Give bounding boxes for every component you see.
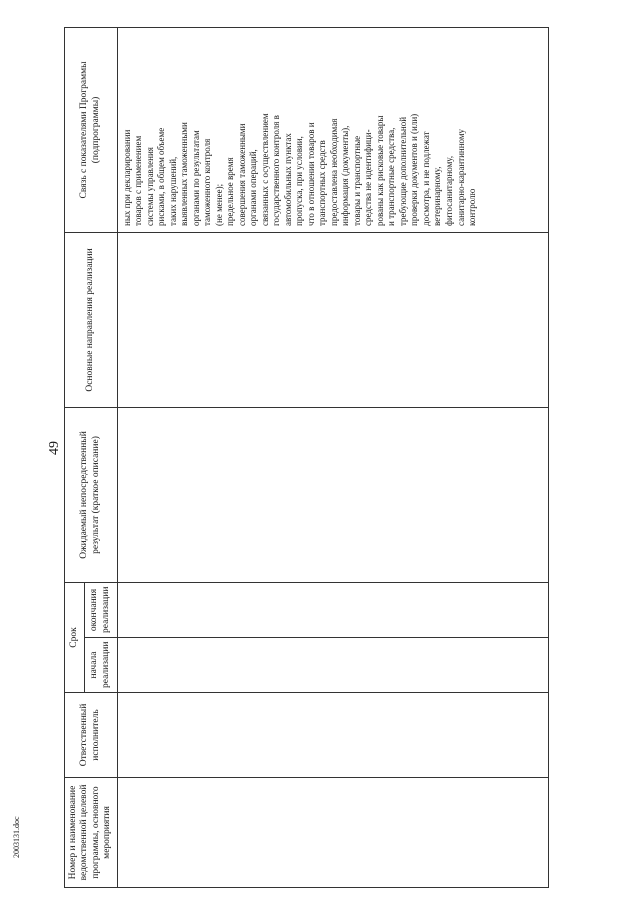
page-number: 49 (47, 441, 62, 455)
header-row (65, 27, 85, 887)
indicator-line: ных при декларировании (121, 129, 132, 226)
indicator-line: системы управления (144, 147, 155, 226)
indicator-line: проверки документов и (или) (409, 113, 420, 226)
indicator-line: контролю (467, 188, 478, 226)
indicator-line: рованы как рисковые товары (374, 115, 385, 226)
header-expected-result: Ожидаемый непосредственный результат (краткое описание) (65, 407, 118, 582)
cell-term-start (117, 638, 548, 693)
indicator-line: предоставлена необходимая (328, 118, 339, 226)
indicator-line: государственного контроля в (271, 115, 282, 226)
indicator-line: (не менее); (213, 183, 224, 226)
indicator-line: связанных с осуществлением (259, 113, 270, 226)
cell-indicator-link (117, 27, 548, 232)
cell-program-name (117, 778, 548, 888)
indicator-line: таможенного контроля (202, 138, 213, 226)
header-term-end: окончания реализации (85, 582, 118, 637)
indicator-line: пропуска, при условии, (294, 136, 305, 226)
cell-term-end (117, 582, 548, 637)
indicator-line: товары и транспортные (351, 135, 362, 226)
header-responsible: Ответственный исполнитель (65, 693, 118, 778)
indicator-line: фитосанитарному, (444, 155, 454, 226)
footer-document-code: 2003131.doc (12, 816, 21, 858)
indicator-line: автомобильных пунктах (282, 133, 293, 226)
indicator-line: требующие дополнительной (397, 116, 408, 226)
indicator-line: органами операций, (248, 149, 259, 226)
indicator-line: предельное время (225, 157, 236, 226)
indicator-line: санитарно-карантинному (455, 128, 466, 226)
program-table (64, 27, 549, 888)
rotated-table-container (64, 28, 564, 888)
indicator-line: таких нарушений, (167, 156, 178, 226)
table-row (117, 27, 548, 887)
indicator-line: средства не идентифици- (363, 129, 374, 226)
indicator-line: информация (документы), (340, 125, 351, 226)
indicator-line: транспортных средств (317, 140, 328, 226)
indicator-line: совершения таможенными (236, 123, 247, 226)
indicator-line: что в отношении товаров и (305, 122, 316, 226)
cell-responsible (117, 693, 548, 778)
indicator-line: досмотра, и не подлежат (420, 131, 431, 226)
header-term-start: начала реализации (85, 638, 118, 693)
indicator-line: органами по результатам (190, 130, 201, 226)
indicator-line: товаров с применением (133, 135, 144, 226)
header-directions: Основные направления реализации (65, 232, 118, 407)
header-program-name: Номер и наименование ведомственной целевой программы, основного мероприятия (65, 778, 118, 888)
indicator-line: выявленных таможенными (179, 122, 190, 226)
indicator-line: и транспортные средства, (386, 127, 397, 226)
cell-directions (117, 232, 548, 407)
cell-expected-result (117, 407, 548, 582)
indicator-line: ветеринарному, (432, 166, 443, 226)
header-indicator-link: Связь с показателями Программы (подпрограммы) (65, 27, 118, 232)
indicator-line: рисками, в общем объеме (156, 127, 167, 226)
header-term: Срок (65, 582, 85, 692)
